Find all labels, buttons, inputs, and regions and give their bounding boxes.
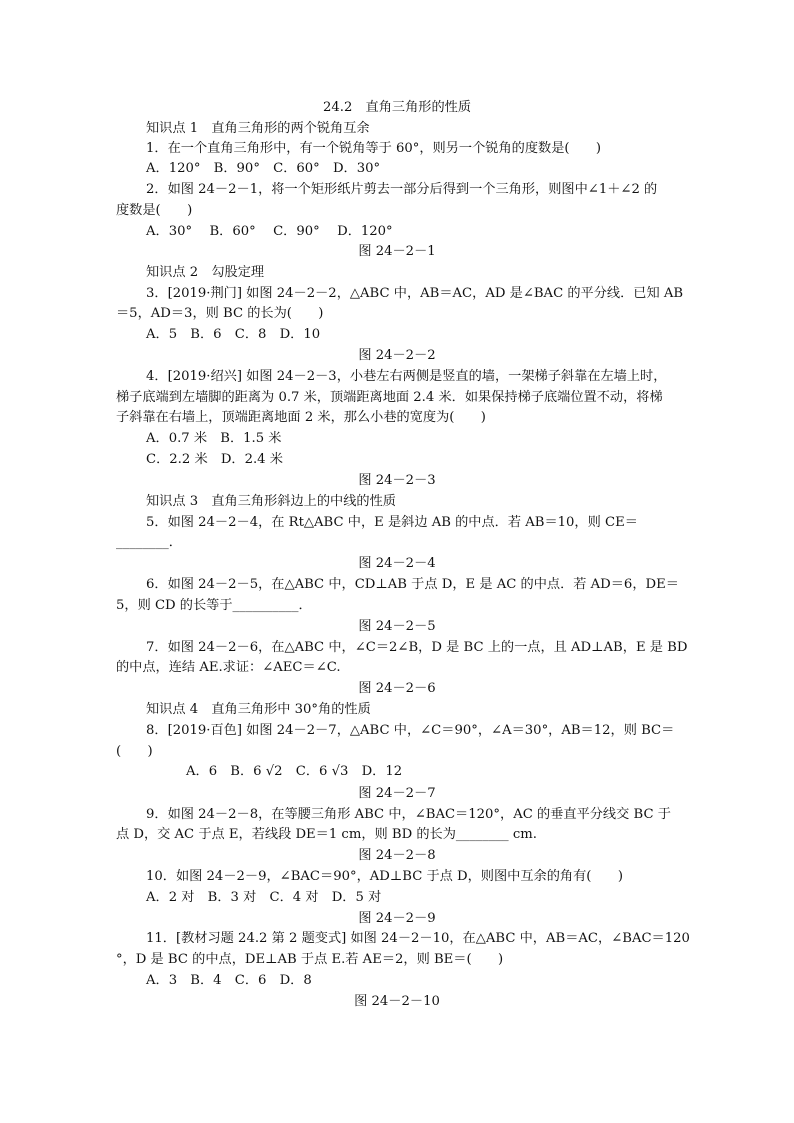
question-11-options: A．3 B．4 C．6 D．8 — [146, 973, 312, 988]
figure-caption: 图 24－2－8 — [358, 848, 436, 863]
question-9-line-2: 点 D，交 AC 于点 E，若线段 DE＝1 cm，则 BD 的长为________ cm. — [116, 827, 537, 842]
figure-caption: 图 24－2－7 — [358, 786, 436, 801]
question-4-options-2: C．2.2 米 D．2.4 米 — [146, 452, 283, 467]
question-3-line-1: 3．[2019·荆门] 如图 24－2－2，△ABC 中，AB＝AC，AD 是∠BAC 的平分线．已知 AB — [146, 286, 684, 301]
question-6-line-2: 5，则 CD 的长等于__________． — [116, 598, 312, 613]
section-heading-4: 知识点 4 直角三角形中 30°角的性质 — [146, 702, 371, 717]
figure-caption: 图 24－2－10 — [354, 994, 440, 1009]
question-9-line-1: 9．如图 24－2－8，在等腰三角形 ABC 中，∠BAC＝120°，AC 的垂直平分线交 BC 于 — [146, 807, 671, 822]
question-2-line-1: 2．如图 24－2－1，将一个矩形纸片剪去一部分后得到一个三角形，则图中∠1＋∠2 的 — [146, 182, 658, 197]
figure-caption: 图 24－2－5 — [358, 619, 436, 634]
question-3-line-2: ＝5，AD＝3，则 BC 的长为( ) — [116, 306, 324, 321]
page-title: 24.2 直角三角形的性质 — [322, 100, 472, 115]
question-11-line-2: °，D 是 BC 的中点，DE⊥AB 于点 E.若 AE＝2，则 BE＝( ) — [116, 952, 504, 967]
question-4-line-2: 梯子底端到左墙脚的距离为 0.7 米，顶端距离地面 2.4 米．如果保持梯子底端位置不动，将梯 — [116, 390, 663, 405]
figure-caption: 图 24－2－6 — [358, 681, 436, 696]
question-4-line-3: 子斜靠在右墙上，顶端距离地面 2 米，那么小巷的宽度为( ) — [116, 410, 486, 425]
question-5-line-2: ________． — [116, 535, 182, 550]
question-2-line-2: 度数是( ) — [116, 203, 193, 218]
figure-caption: 图 24－2－3 — [358, 473, 436, 488]
question-10: 10．如图 24－2－9，∠BAC＝90°，AD⊥BC 于点 D，则图中互余的角有( ) — [146, 869, 623, 884]
figure-caption: 图 24－2－2 — [358, 348, 436, 363]
question-5-line-1: 5．如图 24－2－4，在 Rt△ABC 中，E 是斜边 AB 的中点．若 AB＝10，则 CE＝ — [146, 515, 638, 530]
question-8-line-1: 8．[2019·百色] 如图 24－2－7，△ABC 中，∠C＝90°，∠A＝30°，AB＝12，则 BC＝ — [146, 723, 675, 738]
question-8-line-2: ( ) — [116, 744, 153, 759]
question-2-options: A．30° B．60° C．90° D．120° — [146, 224, 393, 239]
question-1-options: A．120° B．90° C．60° D．30° — [146, 161, 381, 176]
question-3-options: A．5 B．6 C．8 D．10 — [146, 327, 321, 342]
section-heading-2: 知识点 2 勾股定理 — [146, 265, 265, 280]
figure-caption: 图 24－2－4 — [358, 556, 436, 571]
figure-caption: 图 24－2－9 — [358, 911, 436, 926]
question-7-line-2: 的中点，连结 AE.求证：∠AEC＝∠C. — [116, 660, 341, 675]
question-7-line-1: 7．如图 24－2－6，在△ABC 中，∠C＝2∠B，D 是 BC 上的一点，且 AD⊥AB，E 是 BD — [146, 640, 688, 655]
question-11-line-1: 11．[教材习题 24.2 第 2 题变式] 如图 24－2－10，在△ABC 中，AB＝AC，∠BAC＝120 — [146, 931, 690, 946]
question-8-options: A．6 B．6 √2 C．6 √3 D．12 — [186, 764, 403, 779]
question-1: 1．在一个直角三角形中，有一个锐角等于 60°，则另一个锐角的度数是( ) — [146, 141, 602, 156]
section-heading-1: 知识点 1 直角三角形的两个锐角互余 — [146, 121, 370, 136]
figure-caption: 图 24－2－1 — [358, 244, 436, 259]
question-4-options-1: A．0.7 米 B．1.5 米 — [146, 431, 282, 446]
section-heading-3: 知识点 3 直角三角形斜边上的中线的性质 — [146, 494, 396, 509]
question-10-options: A．2 对 B．3 对 C．4 对 D．5 对 — [146, 890, 382, 905]
question-4-line-1: 4．[2019·绍兴] 如图 24－2－3，小巷左右两侧是竖直的墙，一架梯子斜靠在左墙上时， — [146, 369, 667, 384]
question-6-line-1: 6．如图 24－2－5，在△ABC 中，CD⊥AB 于点 D，E 是 AC 的中点．若 AD＝6，DE＝ — [146, 577, 679, 592]
